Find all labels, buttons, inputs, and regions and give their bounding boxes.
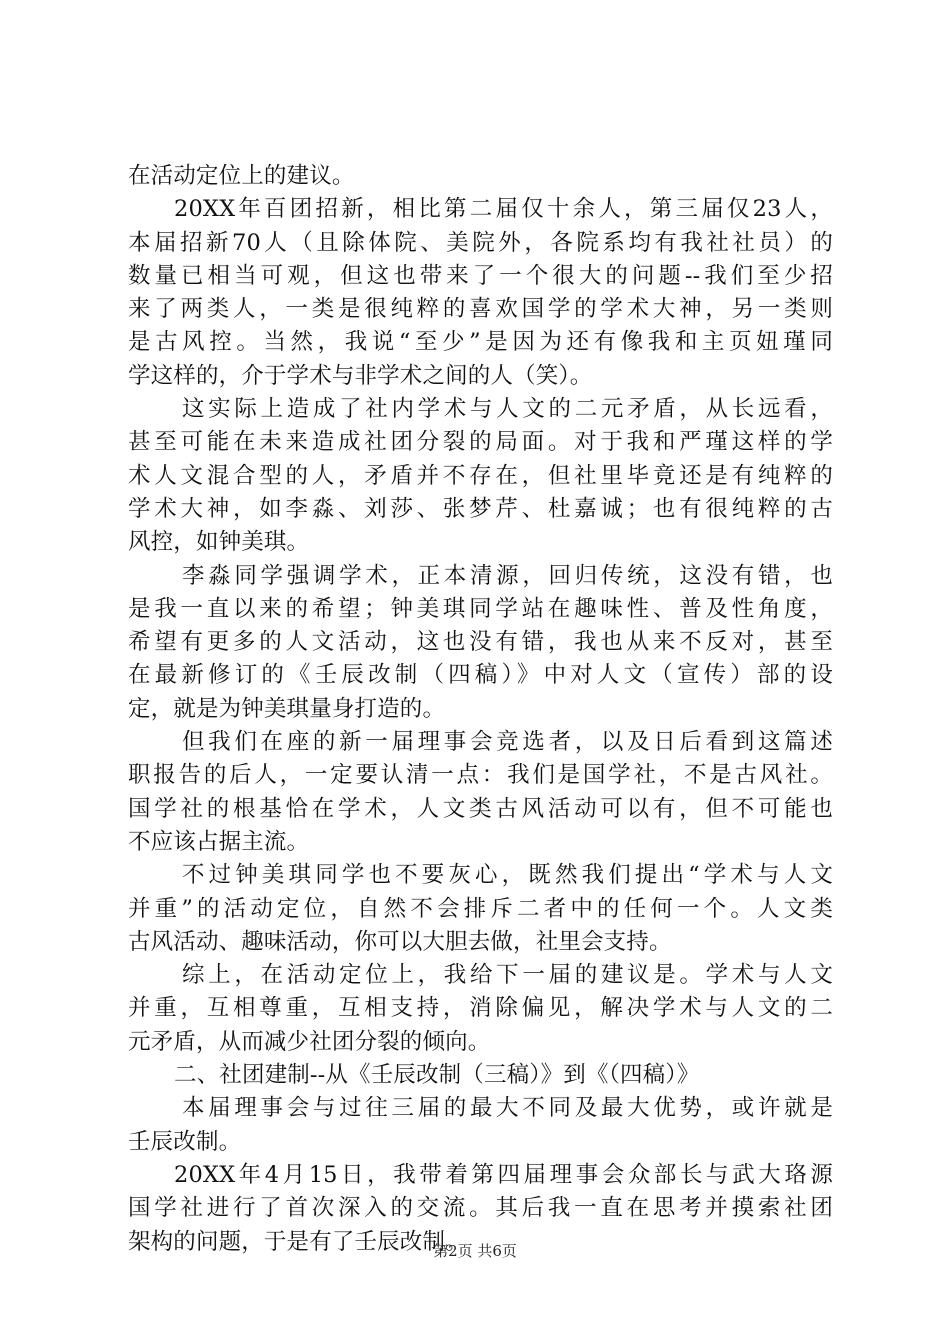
text-line: 希望有更多的人文活动，这也没有错，我也从来不反对，甚至 bbox=[128, 629, 833, 656]
text-line: 国学社的根基恰在学术，人文类古风活动可以有，但不可能也 bbox=[128, 795, 833, 822]
text-line: 在活动定位上的建议。 bbox=[128, 163, 355, 189]
text-line: 是古风控。当然，我说“至少”是因为还有像我和主页妞瑾同 bbox=[128, 329, 833, 356]
text-line: 定，就是为钟美琪量身打造的。 bbox=[128, 695, 446, 722]
text-line: 在最新修订的《壬辰改制（四稿）》中对人文（宣传）部的设 bbox=[128, 662, 833, 689]
text-line: 本届招新70人（且除体院、美院外，各院系均有我社社员）的 bbox=[128, 229, 833, 256]
text-line: 是我一直以来的希望；钟美琪同学站在趣味性、普及性角度， bbox=[128, 595, 833, 622]
text-line: 20XX年百团招新，相比第二届仅十余人，第三届仅23人， bbox=[174, 196, 833, 223]
text-line: 20XX年4月15日，我带着第四届理事会众部长与武大珞源 bbox=[174, 1161, 833, 1188]
text-line: 不过钟美琪同学也不要灰心，既然我们提出“学术与人文 bbox=[182, 862, 833, 889]
text-line: 综上，在活动定位上，我给下一届的建议是。学术与人文 bbox=[182, 962, 833, 989]
text-line: 国学社进行了首次深入的交流。其后我一直在思考并摸索社团 bbox=[128, 1195, 833, 1222]
text-line: 甚至可能在未来造成社团分裂的局面。对于我和严瑾这样的学 bbox=[128, 429, 833, 456]
text-line: 这实际上造成了社内学术与人文的二元矛盾，从长远看， bbox=[182, 396, 833, 423]
text-line: 古风活动、趣味活动，你可以大胆去做，社里会支持。 bbox=[128, 928, 672, 955]
text-line: 并重”的活动定位，自然不会排斥二者中的任何一个。人文类 bbox=[128, 895, 833, 922]
text-line: 职报告的后人，一定要认清一点：我们是国学社，不是古风社。 bbox=[128, 762, 833, 789]
text-line: 学这样的，介于学术与非学术之间的人（笑）。 bbox=[128, 362, 593, 389]
text-line: 二、社团建制--从《壬辰改制（三稿）》到《（四稿）》 bbox=[174, 1062, 700, 1089]
text-line: 本届理事会与过往三届的最大不同及最大优势，或许就是 bbox=[182, 1095, 833, 1122]
page-footer: 第2页 共6页 bbox=[433, 1242, 517, 1260]
document-body bbox=[128, 160, 833, 1259]
text-line: 元矛盾，从而减少社团分裂的倾向。 bbox=[128, 1028, 491, 1055]
text-line: 来了两类人，一类是很纯粹的喜欢国学的学术大神，另一类则 bbox=[128, 296, 833, 323]
text-line: 风控，如钟美琪。 bbox=[128, 529, 310, 556]
text-line: 李淼同学强调学术，正本清源，回归传统，这没有错，也 bbox=[182, 562, 833, 589]
text-line: 术人文混合型的人，矛盾并不存在，但社里毕竟还是有纯粹的 bbox=[128, 462, 833, 489]
text-line: 学术大神，如李淼、刘莎、张梦芹、杜嘉诚；也有很纯粹的古 bbox=[128, 495, 833, 522]
text-line: 但我们在座的新一届理事会竞选者，以及日后看到这篇述 bbox=[182, 729, 833, 756]
text-line: 架构的问题，于是有了壬辰改制。 bbox=[128, 1228, 468, 1255]
text-line: 数量已相当可观，但这也带来了一个很大的问题--我们至少招 bbox=[128, 262, 833, 289]
text-line: 壬辰改制。 bbox=[128, 1128, 242, 1155]
text-line: 并重，互相尊重，互相支持，消除偏见，解决学术与人文的二 bbox=[128, 995, 833, 1022]
text-line: 不应该占据主流。 bbox=[128, 828, 310, 855]
